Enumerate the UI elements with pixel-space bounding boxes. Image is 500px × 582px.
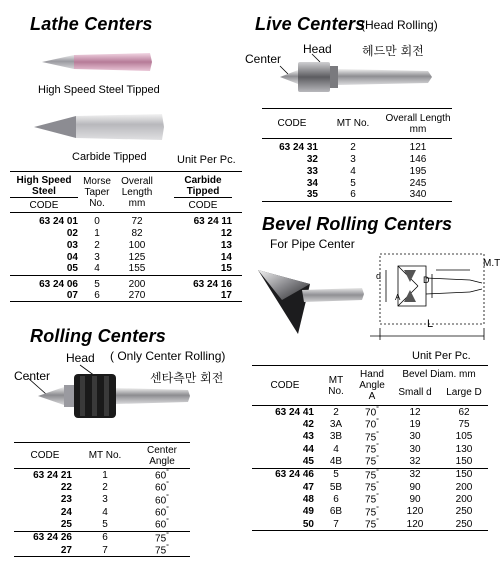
length-cell: 270: [128, 289, 146, 301]
degree-symbol: °: [166, 469, 169, 476]
dim-mt-label: M.T: [483, 258, 500, 269]
small-cell: 90: [409, 493, 421, 505]
table-row: [10, 213, 242, 228]
large-cell: 62: [458, 406, 470, 418]
lathe-header-length: Overall Length mm: [121, 175, 153, 209]
degree-symbol: °: [166, 518, 169, 526]
bevel-title: Bevel Rolling Centers: [262, 214, 453, 234]
table-row: [14, 506, 190, 518]
angle-cell-value: 60: [155, 519, 167, 531]
code-cell: 63 24 06: [39, 278, 78, 290]
table-row: [262, 165, 452, 177]
dim-d-label: d: [376, 271, 382, 281]
length-cell: 340: [409, 189, 427, 201]
large-cell: 250: [455, 506, 473, 518]
spacer: [232, 251, 242, 263]
degree-symbol: °: [376, 468, 379, 476]
rolling-header-mt: MT No.: [88, 450, 122, 461]
angle-cell-value: 70: [365, 419, 377, 431]
lathe-table: [10, 171, 242, 302]
rolling-center-label: Center: [14, 369, 51, 383]
live-header-mt: MT No.: [336, 118, 370, 129]
taper-cell: 4: [94, 263, 100, 275]
length-cell: 100: [128, 239, 146, 251]
angle-cell-value: 75: [365, 494, 377, 506]
code-cell: 43: [302, 431, 314, 443]
code-cell: 34: [306, 177, 318, 189]
mt-cell: 6: [333, 493, 339, 505]
small-cell: 90: [409, 481, 421, 493]
table-row: [10, 290, 242, 302]
angle-cell: [134, 469, 190, 482]
code-cell: 63 24 01: [39, 216, 78, 227]
degree-symbol: °: [376, 418, 379, 426]
angle-cell-value: 60: [155, 494, 167, 506]
mt-cell: 3B: [329, 431, 343, 443]
spacer: [232, 239, 242, 251]
code-cell: 07: [66, 289, 78, 301]
table-row: [252, 406, 488, 419]
code-cell: 42: [302, 418, 314, 430]
angle-cell: [354, 468, 390, 481]
table-row: [14, 518, 190, 531]
angle-cell: [134, 494, 190, 506]
lathe-header-code2: CODE: [174, 198, 232, 213]
length-cell: 245: [409, 177, 427, 189]
angle-cell: [354, 431, 390, 443]
table-row: [10, 239, 242, 251]
code-cell: 50: [302, 518, 314, 530]
rolling-center-illustration: [20, 360, 200, 430]
small-cell: 19: [409, 418, 421, 430]
degree-symbol: °: [166, 493, 169, 501]
degree-symbol: °: [376, 430, 379, 438]
mt-cell: 2: [102, 481, 108, 493]
dim-D-label: D: [423, 275, 430, 285]
angle-cell: [134, 544, 190, 557]
table-row: [252, 455, 488, 468]
mt-cell: 5B: [329, 481, 343, 493]
code-cell: 63 24 26: [33, 532, 72, 544]
live-subtitle: (Head Rolling): [361, 18, 438, 32]
spacer: [158, 275, 174, 290]
table-row: [252, 493, 488, 505]
angle-cell-value: 60: [155, 507, 167, 519]
live-table: [262, 108, 452, 202]
degree-symbol: °: [166, 505, 169, 513]
degree-symbol: °: [376, 406, 379, 413]
code-cell: 22: [60, 481, 72, 493]
live-head-label: Head: [303, 42, 332, 56]
small-cell: 120: [406, 518, 424, 530]
angle-cell: [354, 443, 390, 455]
mt-cell: 5: [333, 469, 339, 481]
degree-symbol: °: [376, 455, 379, 463]
large-cell: 200: [455, 481, 473, 493]
taper-cell: 1: [94, 227, 100, 239]
rolling-header-code: CODE: [30, 450, 60, 461]
mt-cell: 2: [350, 142, 356, 153]
table-row: [252, 418, 488, 430]
dim-l-label: L: [427, 318, 434, 330]
large-cell: 130: [455, 443, 473, 455]
live-header-length: Overall Length mm: [385, 112, 451, 135]
length-cell: 195: [409, 165, 427, 177]
length-cell: 121: [409, 142, 427, 153]
angle-cell: [354, 518, 390, 531]
length-cell: 146: [409, 153, 427, 165]
spacer: [232, 213, 242, 228]
code-cell: 44: [302, 443, 314, 455]
angle-cell-value: 75: [365, 519, 377, 531]
angle-cell: [354, 493, 390, 505]
table-row: [262, 153, 452, 165]
carbide-code-cell: 17: [220, 289, 232, 301]
rolling-title: Rolling Centers: [30, 326, 167, 346]
angle-cell: [354, 506, 390, 518]
carbide-code-cell: 63 24 11: [193, 216, 232, 227]
large-cell: 105: [455, 431, 473, 443]
angle-cell-value: 60: [155, 470, 167, 482]
degree-symbol: °: [166, 543, 169, 551]
table-row: [252, 468, 488, 481]
code-cell: 45: [302, 455, 314, 467]
spacer: [158, 263, 174, 275]
angle-cell-value: 60: [155, 482, 167, 494]
lathe-header-code: CODE: [10, 198, 78, 213]
spacer: [232, 227, 242, 239]
small-cell: 30: [409, 443, 421, 455]
angle-cell: [134, 481, 190, 493]
mt-cell: 4: [102, 506, 108, 518]
mt-cell: 6: [350, 189, 356, 201]
angle-cell: [134, 531, 190, 544]
code-cell: 24: [60, 506, 72, 518]
degree-symbol: °: [376, 442, 379, 450]
angle-cell-value: 75: [365, 456, 377, 468]
mt-cell: 4: [350, 165, 356, 177]
code-cell: 48: [302, 493, 314, 505]
bevel-unit-note: Unit Per Pc.: [412, 350, 471, 362]
table-row: [14, 481, 190, 493]
code-cell: 35: [306, 189, 318, 201]
angle-cell-value: 75: [365, 444, 377, 456]
carbide-caption: Carbide Tipped: [72, 151, 147, 163]
bevel-header-small: Small d: [398, 387, 432, 398]
code-cell: 02: [66, 227, 78, 239]
code-cell: 63 24 46: [275, 469, 314, 481]
lathe-header-carbide: Carbide Tipped: [184, 175, 222, 197]
lathe-unit-note: Unit Per Pc.: [177, 154, 236, 166]
angle-cell: [354, 455, 390, 468]
small-cell: 120: [406, 506, 424, 518]
code-cell: 32: [306, 153, 318, 165]
degree-symbol: °: [376, 505, 379, 513]
degree-symbol: °: [166, 531, 169, 539]
lathe-title: Lathe Centers: [30, 14, 153, 34]
angle-cell-value: 75: [155, 532, 167, 544]
table-row: [10, 227, 242, 239]
lathe-header-taper: Morse Taper No.: [83, 175, 111, 209]
code-cell: 33: [306, 165, 318, 177]
hss-caption: High Speed Steel Tipped: [38, 84, 160, 96]
lathe-header-hss: High Speed Steel: [16, 175, 72, 197]
length-cell: 155: [128, 263, 146, 275]
carbide-code-cell: 14: [220, 251, 232, 263]
taper-cell: 2: [94, 239, 100, 251]
code-cell: 63 24 21: [33, 469, 72, 481]
rolling-note: ( Only Center Rolling): [110, 349, 226, 363]
small-cell: 32: [409, 455, 421, 467]
table-row: [10, 251, 242, 263]
angle-cell: [134, 518, 190, 531]
bevel-header-diam: Bevel Diam. mm: [402, 369, 476, 380]
table-row: [252, 518, 488, 531]
degree-symbol: °: [376, 517, 379, 525]
degree-symbol: °: [376, 493, 379, 501]
mt-cell: 4: [333, 443, 339, 455]
mt-cell: 1: [102, 469, 108, 481]
angle-cell-value: 75: [155, 545, 167, 557]
code-cell: 47: [302, 481, 314, 493]
table-row: [262, 139, 452, 154]
live-center-illustration: [262, 50, 452, 100]
large-cell: 75: [458, 418, 470, 430]
large-cell: 200: [455, 493, 473, 505]
table-row: [10, 263, 242, 275]
angle-cell-value: 75: [365, 469, 377, 481]
table-row: [14, 531, 190, 544]
length-cell: 72: [131, 216, 143, 227]
taper-cell: 0: [94, 216, 100, 227]
bevel-table: [252, 365, 488, 531]
table-row: [14, 544, 190, 557]
spacer: [158, 213, 174, 228]
rolling-header-angle: Center Angle: [146, 444, 177, 467]
bevel-subtitle: For Pipe Center: [270, 237, 355, 251]
mt-cell: 2: [333, 406, 339, 418]
table-row: [10, 275, 242, 290]
code-cell: 04: [66, 251, 78, 263]
bevel-header-hand: Hand Angle A: [359, 369, 385, 402]
angle-cell-value: 75: [365, 482, 377, 494]
code-cell: 03: [66, 239, 78, 251]
table-row: [252, 443, 488, 455]
length-cell: 125: [128, 251, 146, 263]
live-korean-note: 헤드만 회전: [362, 44, 424, 58]
angle-cell: [354, 481, 390, 493]
table-row: [262, 189, 452, 201]
rolling-korean-note: 센타측만 회전: [150, 371, 224, 385]
mt-cell: 4B: [329, 455, 343, 467]
hss-center-illustration: [34, 50, 164, 76]
table-row: [252, 506, 488, 518]
code-cell: 63 24 41: [275, 406, 314, 418]
length-cell: 82: [131, 227, 143, 239]
table-row: [262, 177, 452, 189]
code-cell: 63 24 31: [279, 142, 318, 153]
code-cell: 25: [60, 518, 72, 530]
large-cell: 250: [455, 518, 473, 530]
bevel-header-code: CODE: [270, 380, 300, 391]
degree-symbol: °: [376, 480, 379, 488]
bevel-header-mt: MT No.: [328, 374, 344, 397]
taper-cell: 5: [94, 278, 100, 290]
live-center-label: Center: [245, 52, 282, 66]
small-cell: 12: [409, 406, 421, 418]
angle-cell-value: 75: [365, 431, 377, 443]
table-row: [14, 494, 190, 506]
table-row: [252, 431, 488, 443]
large-cell: 150: [455, 455, 473, 467]
code-cell: 05: [66, 263, 78, 275]
mt-cell: 6: [102, 532, 108, 544]
rolling-head-label: Head: [66, 351, 95, 365]
carbide-code-cell: 15: [220, 263, 232, 275]
spacer: [158, 290, 174, 302]
carbide-center-illustration: [30, 108, 170, 148]
bevel-header-large: Large D: [446, 387, 482, 398]
rolling-table: [14, 442, 190, 557]
table-row: [252, 481, 488, 493]
live-title: Live Centers: [255, 14, 366, 34]
length-cell: 200: [128, 278, 146, 290]
carbide-code-cell: 12: [220, 227, 232, 239]
live-header-code: CODE: [277, 118, 307, 129]
spacer: [158, 251, 174, 263]
bevel-center-illustration: [252, 250, 372, 340]
dim-a-label: A: [395, 293, 401, 302]
spacer: [232, 275, 242, 290]
taper-cell: 3: [94, 251, 100, 263]
small-cell: 30: [409, 431, 421, 443]
table-row: [14, 469, 190, 482]
code-cell: 23: [60, 494, 72, 506]
carbide-code-cell: 63 24 16: [193, 278, 232, 290]
mt-cell: 3A: [329, 418, 343, 430]
code-cell: 27: [60, 544, 72, 556]
code-cell: 49: [302, 506, 314, 518]
large-cell: 150: [455, 469, 473, 481]
carbide-code-cell: 13: [220, 239, 232, 251]
mt-cell: 6B: [329, 506, 343, 518]
spacer: [158, 227, 174, 239]
mt-cell: 7: [333, 518, 339, 530]
spacer: [232, 290, 242, 302]
angle-cell: [354, 406, 390, 419]
spacer: [158, 239, 174, 251]
angle-cell-value: 75: [365, 506, 377, 518]
mt-cell: 3: [102, 494, 108, 506]
small-cell: 32: [409, 469, 421, 481]
angle-cell-value: 70: [365, 407, 377, 419]
mt-cell: 5: [350, 177, 356, 189]
angle-cell: [134, 506, 190, 518]
mt-cell: 5: [102, 518, 108, 530]
mt-cell: 7: [102, 544, 108, 556]
angle-cell: [354, 418, 390, 430]
mt-cell: 3: [350, 153, 356, 165]
taper-cell: 6: [94, 289, 100, 301]
spacer: [232, 263, 242, 275]
degree-symbol: °: [166, 481, 169, 489]
